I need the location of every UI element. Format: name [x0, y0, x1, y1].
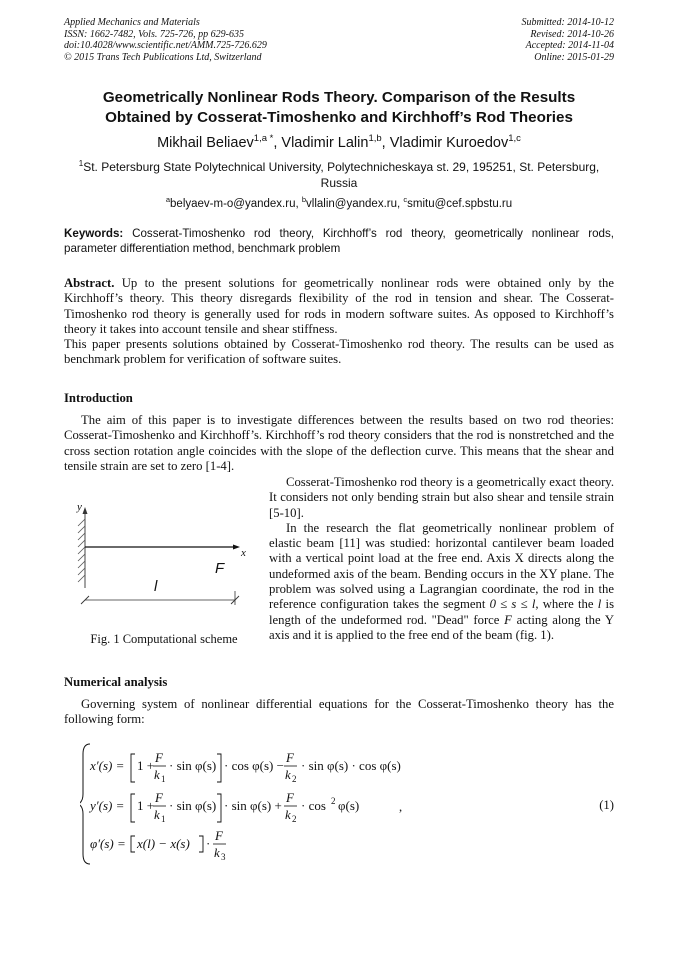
- intro-p1: The aim of this paper is to investigate differences between the results based on two rod theories: Cosserat-Timoshenko and Kirchhoff’s. Kirchhoff’s rod theory considers that the rod is nonstretched and the cross section rotation angle coincides with the slope of the deflection curve. This means that the shear and tensile strain are set to zero [1-4].: [64, 413, 614, 473]
- eq2-sin: · sin φ(s): [169, 798, 217, 813]
- label-y: y: [77, 501, 82, 513]
- figure-caption: Fig. 1 Computational scheme: [90, 632, 238, 646]
- label-x: x: [241, 547, 246, 559]
- eq2-k2: k: [285, 807, 291, 822]
- eq1-F2: F: [286, 750, 294, 765]
- affiliation-sup: 1: [78, 159, 84, 168]
- eq1-one-plus: 1 +: [137, 758, 155, 773]
- label-length: l: [154, 578, 158, 595]
- email-sup: c: [403, 195, 408, 204]
- date-accepted: Accepted: 2014-11-04: [525, 40, 614, 51]
- eq1-k2-sub: 2: [292, 774, 297, 784]
- title-line-2: Obtained by Cosserat-Timoshenko and Kirchhoff’s Rod Theories: [105, 109, 573, 126]
- equation-system: [80, 740, 620, 870]
- keywords-label: Keywords:: [64, 227, 124, 240]
- x-axis-arrow: [233, 545, 240, 550]
- affiliation-text: St. Petersburg State Polytechnical University, Polytechnicheskaya st. 29, 195251, St. Petersburg, Russia: [83, 160, 600, 190]
- author-name: Vladimir Kuroedov: [389, 134, 509, 151]
- abstract-label: Abstract.: [64, 276, 115, 290]
- author-sup: 1,a *: [253, 133, 274, 144]
- eq2-k2-sub: 2: [292, 814, 297, 824]
- eq2-tail-phi: φ(s): [338, 798, 360, 813]
- submission-dates: [522, 17, 615, 63]
- email-link[interactable]: vllalin@yandex.ru: [306, 197, 397, 210]
- eq2-tail-cos: · cos: [301, 798, 326, 813]
- email-link[interactable]: smitu@cef.spbstu.ru: [407, 197, 513, 210]
- date-revised: Revised: 2014-10-26: [530, 28, 614, 40]
- section-heading-numerical-analysis: Numerical analysis: [64, 675, 168, 689]
- eq1-k2: k: [285, 767, 291, 782]
- date-online: Online: 2015-01-29: [534, 51, 614, 63]
- left-brace: [80, 744, 90, 864]
- y-axis-arrow: [83, 507, 88, 514]
- journal-name: Applied Mechanics and Materials: [64, 17, 200, 28]
- eq1-k-sub: 1: [161, 774, 166, 784]
- email-sup: b: [301, 195, 307, 204]
- wall-hatching: [78, 519, 85, 582]
- introduction-right-column: [269, 475, 614, 643]
- eq3-k-sub: 3: [221, 852, 226, 862]
- eq2-lhs: y′(s) =: [90, 798, 125, 813]
- eq3-dot: ·: [206, 836, 211, 851]
- abstract-paragraph-1: Up to the present solutions for geometrically nonlinear rods were obtained only by the Kirchhoff’s theory. This theory disregards flexibility of the rod in tension and shear. The Cosserat-Timoshenko rod theory is generally used for rods in modern software suites. As opposed to Kirchhoff’s theory it takes into account tensile and shear stiffness.: [64, 276, 615, 336]
- author-sup: 1,b: [368, 133, 382, 144]
- eq3-lhs: φ′(s) =: [90, 836, 126, 851]
- eq1-lhs: x′(s) =: [90, 758, 125, 773]
- eq3-bracket-left: [131, 836, 135, 852]
- eq3-bracket-right: [199, 836, 203, 852]
- segment-inequality: 0 ≤ s ≤ l: [489, 597, 536, 612]
- email-sup: a: [165, 195, 171, 204]
- author-list: Mikhail Beliaev$^{1,a *}$, Vladimir Lalin$^{1,b}$, Vladimir Kuroedov$^{1,c}$: [157, 133, 521, 151]
- paper-title: [40, 88, 638, 128]
- section-heading-introduction: Introduction: [64, 391, 133, 405]
- eq1-bracket-left: [131, 754, 135, 782]
- equation-svg: [80, 740, 620, 870]
- author-name: Mikhail Beliaev: [157, 134, 254, 151]
- abstract-paragraph-2: This paper presents solutions obtained by Cosserat-Timoshenko rod theory. The results can be used as benchmark problem for verification of software suites.: [64, 337, 614, 367]
- journal-issn: ISSN: 1662-7482, Vols. 725-726, pp 629-635: [64, 28, 244, 40]
- numerical-p1: Governing system of nonlinear differential equations for the Cosserat-Timoshenko theory has the following form:: [64, 697, 614, 727]
- eq2-bracket-right: [217, 794, 221, 822]
- intro-p2: Cosserat-Timoshenko rod theory is a geometrically exact theory. It considers not only bending strain but also shear and tensile strain [5-10].: [269, 475, 614, 520]
- journal-info: [64, 17, 267, 63]
- intro-p3: In the research the flat geometrically nonlinear problem of elastic beam [11] was studied: horizontal cantilever beam loaded with a vertical point load at the free end. Axis X directs along the undeformed axis of the beam. Bending occurs in the XY plane. The problem was solved using a Lagrangian coordinate, the rod in the reference configuration takes the segment 0 ≤ s ≤ l, where the l is length of the undeformed rod. "Dead" force F acting along the Y axis and it is applied to the free end of the beam (fig. 1).: [269, 520, 615, 642]
- eq1-k: k: [154, 767, 160, 782]
- eq2-F2: F: [286, 790, 294, 805]
- eq1-sin: · sin φ(s): [169, 758, 217, 773]
- eq1-bracket-right: [217, 754, 221, 782]
- eq3-mid: x(l) − x(s): [137, 836, 190, 851]
- introduction-paragraph-1: [64, 413, 614, 474]
- keywords: [64, 227, 614, 256]
- keywords-text: Cosserat-Timoshenko rod theory, Kirchhoff’s rod theory, geometrically nonlinear rods, parameter differentiation method, benchmark problem: [64, 227, 614, 255]
- eq2-bracket-left: [131, 794, 135, 822]
- numerical-paragraph: [64, 697, 614, 728]
- date-submitted: Submitted: 2014-10-12: [521, 17, 614, 28]
- eq2-tail-sup: 2: [331, 796, 336, 806]
- eq3-k: k: [214, 845, 220, 860]
- label-force: F: [215, 560, 225, 577]
- eq2-k-sub: 1: [161, 814, 166, 824]
- cantilever-diagram: [64, 496, 254, 616]
- abstract: [64, 276, 614, 368]
- figure-computational-scheme: [64, 496, 254, 616]
- equation-number: (1): [599, 798, 614, 812]
- author-name: Vladimir Lalin: [281, 134, 369, 151]
- eq1-F: F: [155, 750, 163, 765]
- equation-comma: ,: [399, 800, 403, 814]
- eq2-F: F: [155, 790, 163, 805]
- author-sup: 1,c: [508, 133, 521, 144]
- eq3-F: F: [215, 828, 223, 843]
- email-list: $^a$belyaev-m-o@yandex.ru, $^b$vllalin@yandex.ru, $^c$smitu@cef.spbstu.ru: [165, 195, 513, 210]
- title-line-1: Geometrically Nonlinear Rods Theory. Comparison of the Results: [102, 89, 576, 106]
- eq1-cos-minus: · cos φ(s) −: [224, 758, 284, 773]
- journal-doi[interactable]: doi:10.4028/www.scientific.net/AMM.725-726.629: [64, 40, 267, 51]
- email-link[interactable]: belyaev-m-o@yandex.ru: [170, 197, 296, 210]
- eq1-tail: · sin φ(s) · cos φ(s): [301, 758, 401, 773]
- eq2-k: k: [154, 807, 160, 822]
- eq2-sin-plus: · sin φ(s) +: [224, 798, 282, 813]
- affiliation: [64, 156, 614, 191]
- journal-copyright: © 2015 Trans Tech Publications Ltd, Switzerland: [64, 51, 262, 63]
- eq2-one-plus: 1 +: [137, 798, 155, 813]
